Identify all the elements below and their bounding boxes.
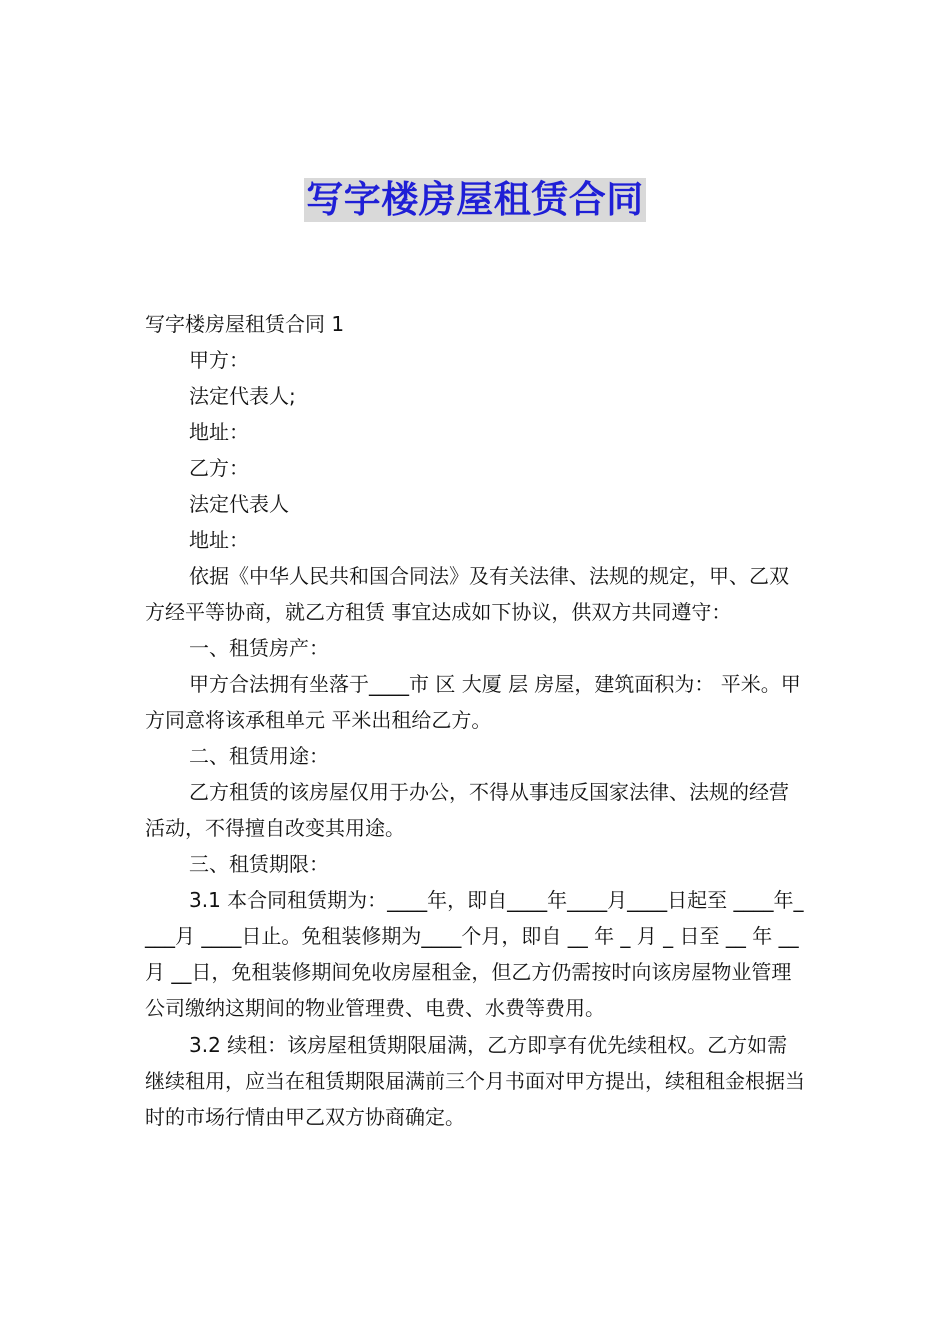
clause-3-2-body: 3.2 续租：该房屋租赁期限届满，乙方即享有优先续租权。乙方如需继续租用，应当在租赁期限届满前三个月书面对甲方提出，续租租金根据当时的市场行情由甲乙双方协商确定。	[145, 1033, 805, 1129]
document-body	[145, 306, 807, 1135]
party-b-representative: 法定代表人	[189, 492, 289, 516]
party-a-address: 地址：	[189, 420, 249, 444]
party-b-label: 乙方：	[189, 456, 249, 480]
section-heading: 写字楼房屋租赁合同 1	[145, 312, 345, 336]
clause-2-body: 乙方租赁的该房屋仅用于办公，不得从事违反国家法律、法规的经营活动，不得擅自改变其用途。	[145, 780, 789, 840]
clause-3-1-body: 3.1 本合同租赁期为：____年，即自____年____月____日起至 ____年____月 ____日止。免租装修期为____个月，即自 __ 年 _ 月 _ 日至 __ 年 __月 __日，免租装修期间免收房屋租金，但乙方仍需按时向该房屋物业管理公司缴纳这期间的物业管理费、电费、水费等费用。	[145, 888, 804, 1020]
document-title: 写字楼房屋租赁合同	[306, 178, 644, 221]
title-wrap	[0, 178, 950, 222]
clause-1-body: 甲方合法拥有坐落于____市 区 大厦 层 房屋，建筑面积为： 平米。甲方同意将该承租单元 平米出租给乙方。	[145, 672, 801, 732]
preamble-paragraph: 依据《中华人民共和国合同法》及有关法律、法规的规定，甲、乙双方经平等协商，就乙方租赁 事宜达成如下协议，供双方共同遵守：	[145, 564, 789, 624]
clause-heading-3: 三、租赁期限：	[189, 852, 329, 876]
party-a-label: 甲方：	[189, 348, 249, 372]
clause-heading-1: 一、租赁房产：	[189, 636, 329, 660]
clause-heading-2: 二、租赁用途：	[189, 744, 329, 768]
party-a-representative: 法定代表人;	[189, 384, 296, 408]
party-b-address: 地址：	[189, 528, 249, 552]
